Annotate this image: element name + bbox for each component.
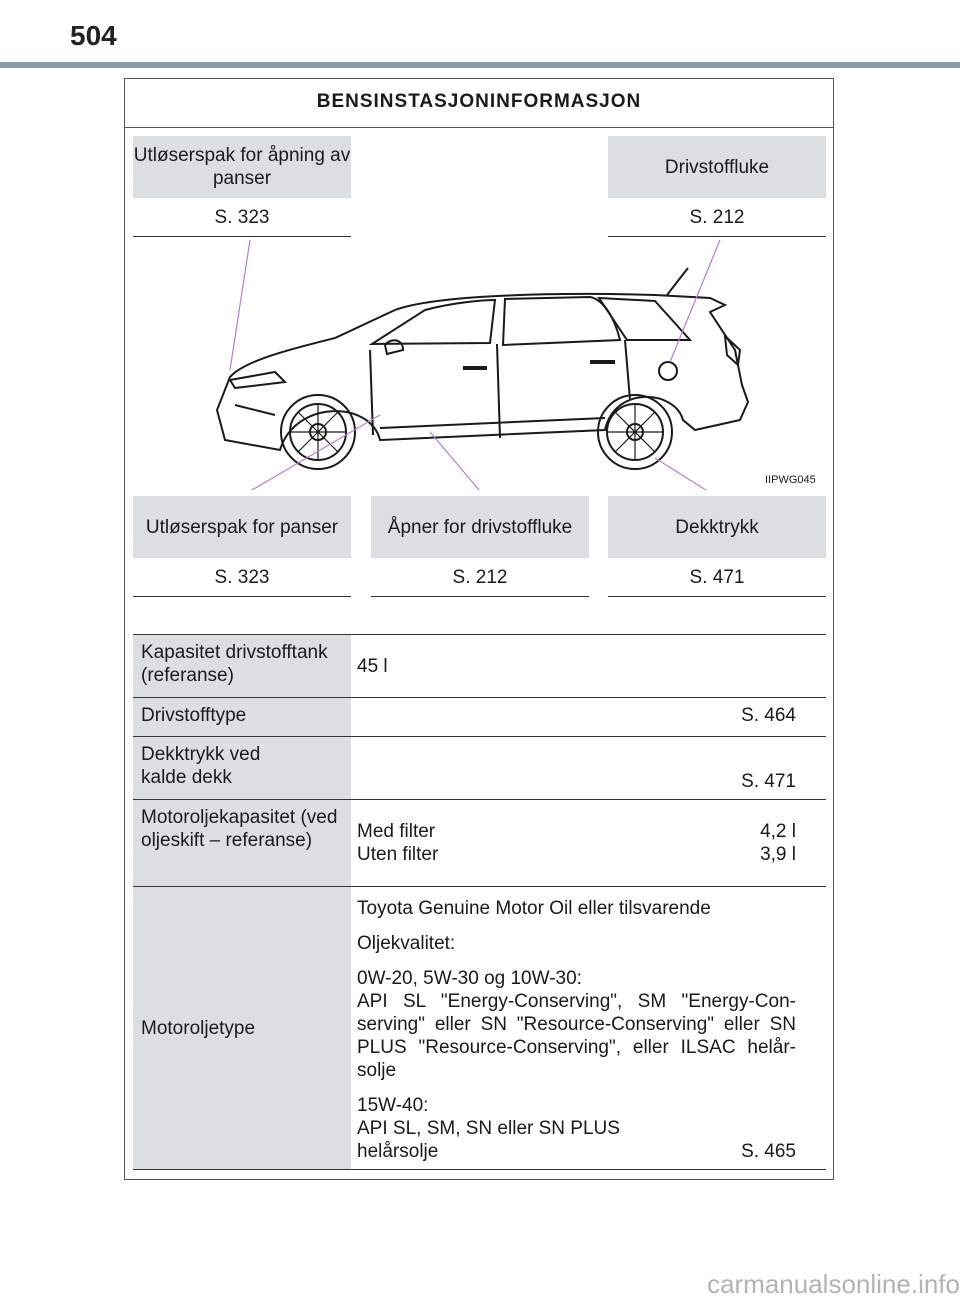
without-filter-line <box>357 843 796 866</box>
hood-lever-label: Utløserspak for åpning av panser <box>133 136 351 198</box>
figure-code: IIPWG045 <box>765 474 816 486</box>
oil-type-details <box>351 887 826 1169</box>
table-row <box>133 635 826 698</box>
oil-grade2-tail: helårsolje <box>357 1141 439 1162</box>
tire-pressure-ref: S. 471 <box>608 560 826 597</box>
cold-tire-label-line1: Dekktrykk ved <box>141 744 261 765</box>
fuel-opener-ref: S. 212 <box>371 560 589 597</box>
header-rule <box>0 62 960 68</box>
table-row <box>133 698 826 737</box>
table-row <box>133 800 826 887</box>
page-number: 504 <box>70 20 117 51</box>
tire-pressure-label: Dekktrykk <box>608 496 826 558</box>
tank-capacity-value-text: 45 l <box>357 655 388 677</box>
with-filter-label: Med filter <box>357 821 436 842</box>
without-filter-value: 3,9 l <box>760 844 796 865</box>
cold-tire-label-line2: kalde dekk <box>141 767 232 788</box>
tank-capacity-label: Kapasitet drivstofftank (referanse) <box>133 635 351 697</box>
hood-release-ref: S. 323 <box>133 560 351 597</box>
cold-tire-ref: S. 471 <box>741 771 796 792</box>
hood-release-label: Utløserspak for panser <box>133 496 351 558</box>
with-filter-value: 4,2 l <box>760 821 796 842</box>
fuel-door-ref: S. 212 <box>608 200 826 237</box>
car-illustration <box>135 240 825 490</box>
oil-grade2 <box>357 1094 796 1163</box>
fuel-type-label: Drivstofftype <box>133 698 351 736</box>
spec-table <box>133 634 826 1170</box>
cold-tire-label <box>133 737 351 799</box>
oil-line1: Toyota Genuine Motor Oil eller tilsvarende <box>357 898 711 919</box>
table-row <box>133 737 826 800</box>
with-filter-line <box>357 820 796 843</box>
oil-type-label: Motoroljetype <box>133 887 351 1169</box>
hood-lever-ref: S. 323 <box>133 200 351 237</box>
oil-grade1-body: API SL "Energy-Conserving", SM "Energy-Con-serving" eller SN "Resource-Conserving" eller SN PLUS "Resource-Conserving", eller ILSAC helår-solje <box>357 991 796 1081</box>
oil-capacity-label: Motoroljekapasitet (ved oljeskift – referanse) <box>133 800 351 886</box>
section-title: BENSINSTASJONINFORMASJON <box>125 79 833 128</box>
without-filter-label: Uten filter <box>357 844 439 865</box>
table-row <box>133 887 826 1170</box>
oil-grade2-body: API SL, SM, SN eller SN PLUS <box>357 1118 620 1139</box>
oil-ref: S. 465 <box>741 1141 796 1162</box>
oil-line2: Oljekvalitet: <box>357 933 456 954</box>
fuel-opener-label: Åpner for drivstoffluke <box>371 496 589 558</box>
cold-tire-ref-cell <box>351 737 826 799</box>
oil-capacity-values <box>351 800 826 886</box>
fuel-door-label: Drivstoffluke <box>608 136 826 198</box>
oil-grade2-tail-line <box>357 1140 796 1163</box>
oil-grade1-head: 0W-20, 5W-30 og 10W-30: <box>357 968 582 989</box>
tank-capacity-value <box>351 635 826 697</box>
fuel-type-ref: S. 464 <box>741 705 796 726</box>
oil-grade1 <box>357 967 796 1082</box>
oil-grade2-head: 15W-40: <box>357 1095 429 1116</box>
watermark: carmanualsonline.info <box>707 1269 960 1299</box>
